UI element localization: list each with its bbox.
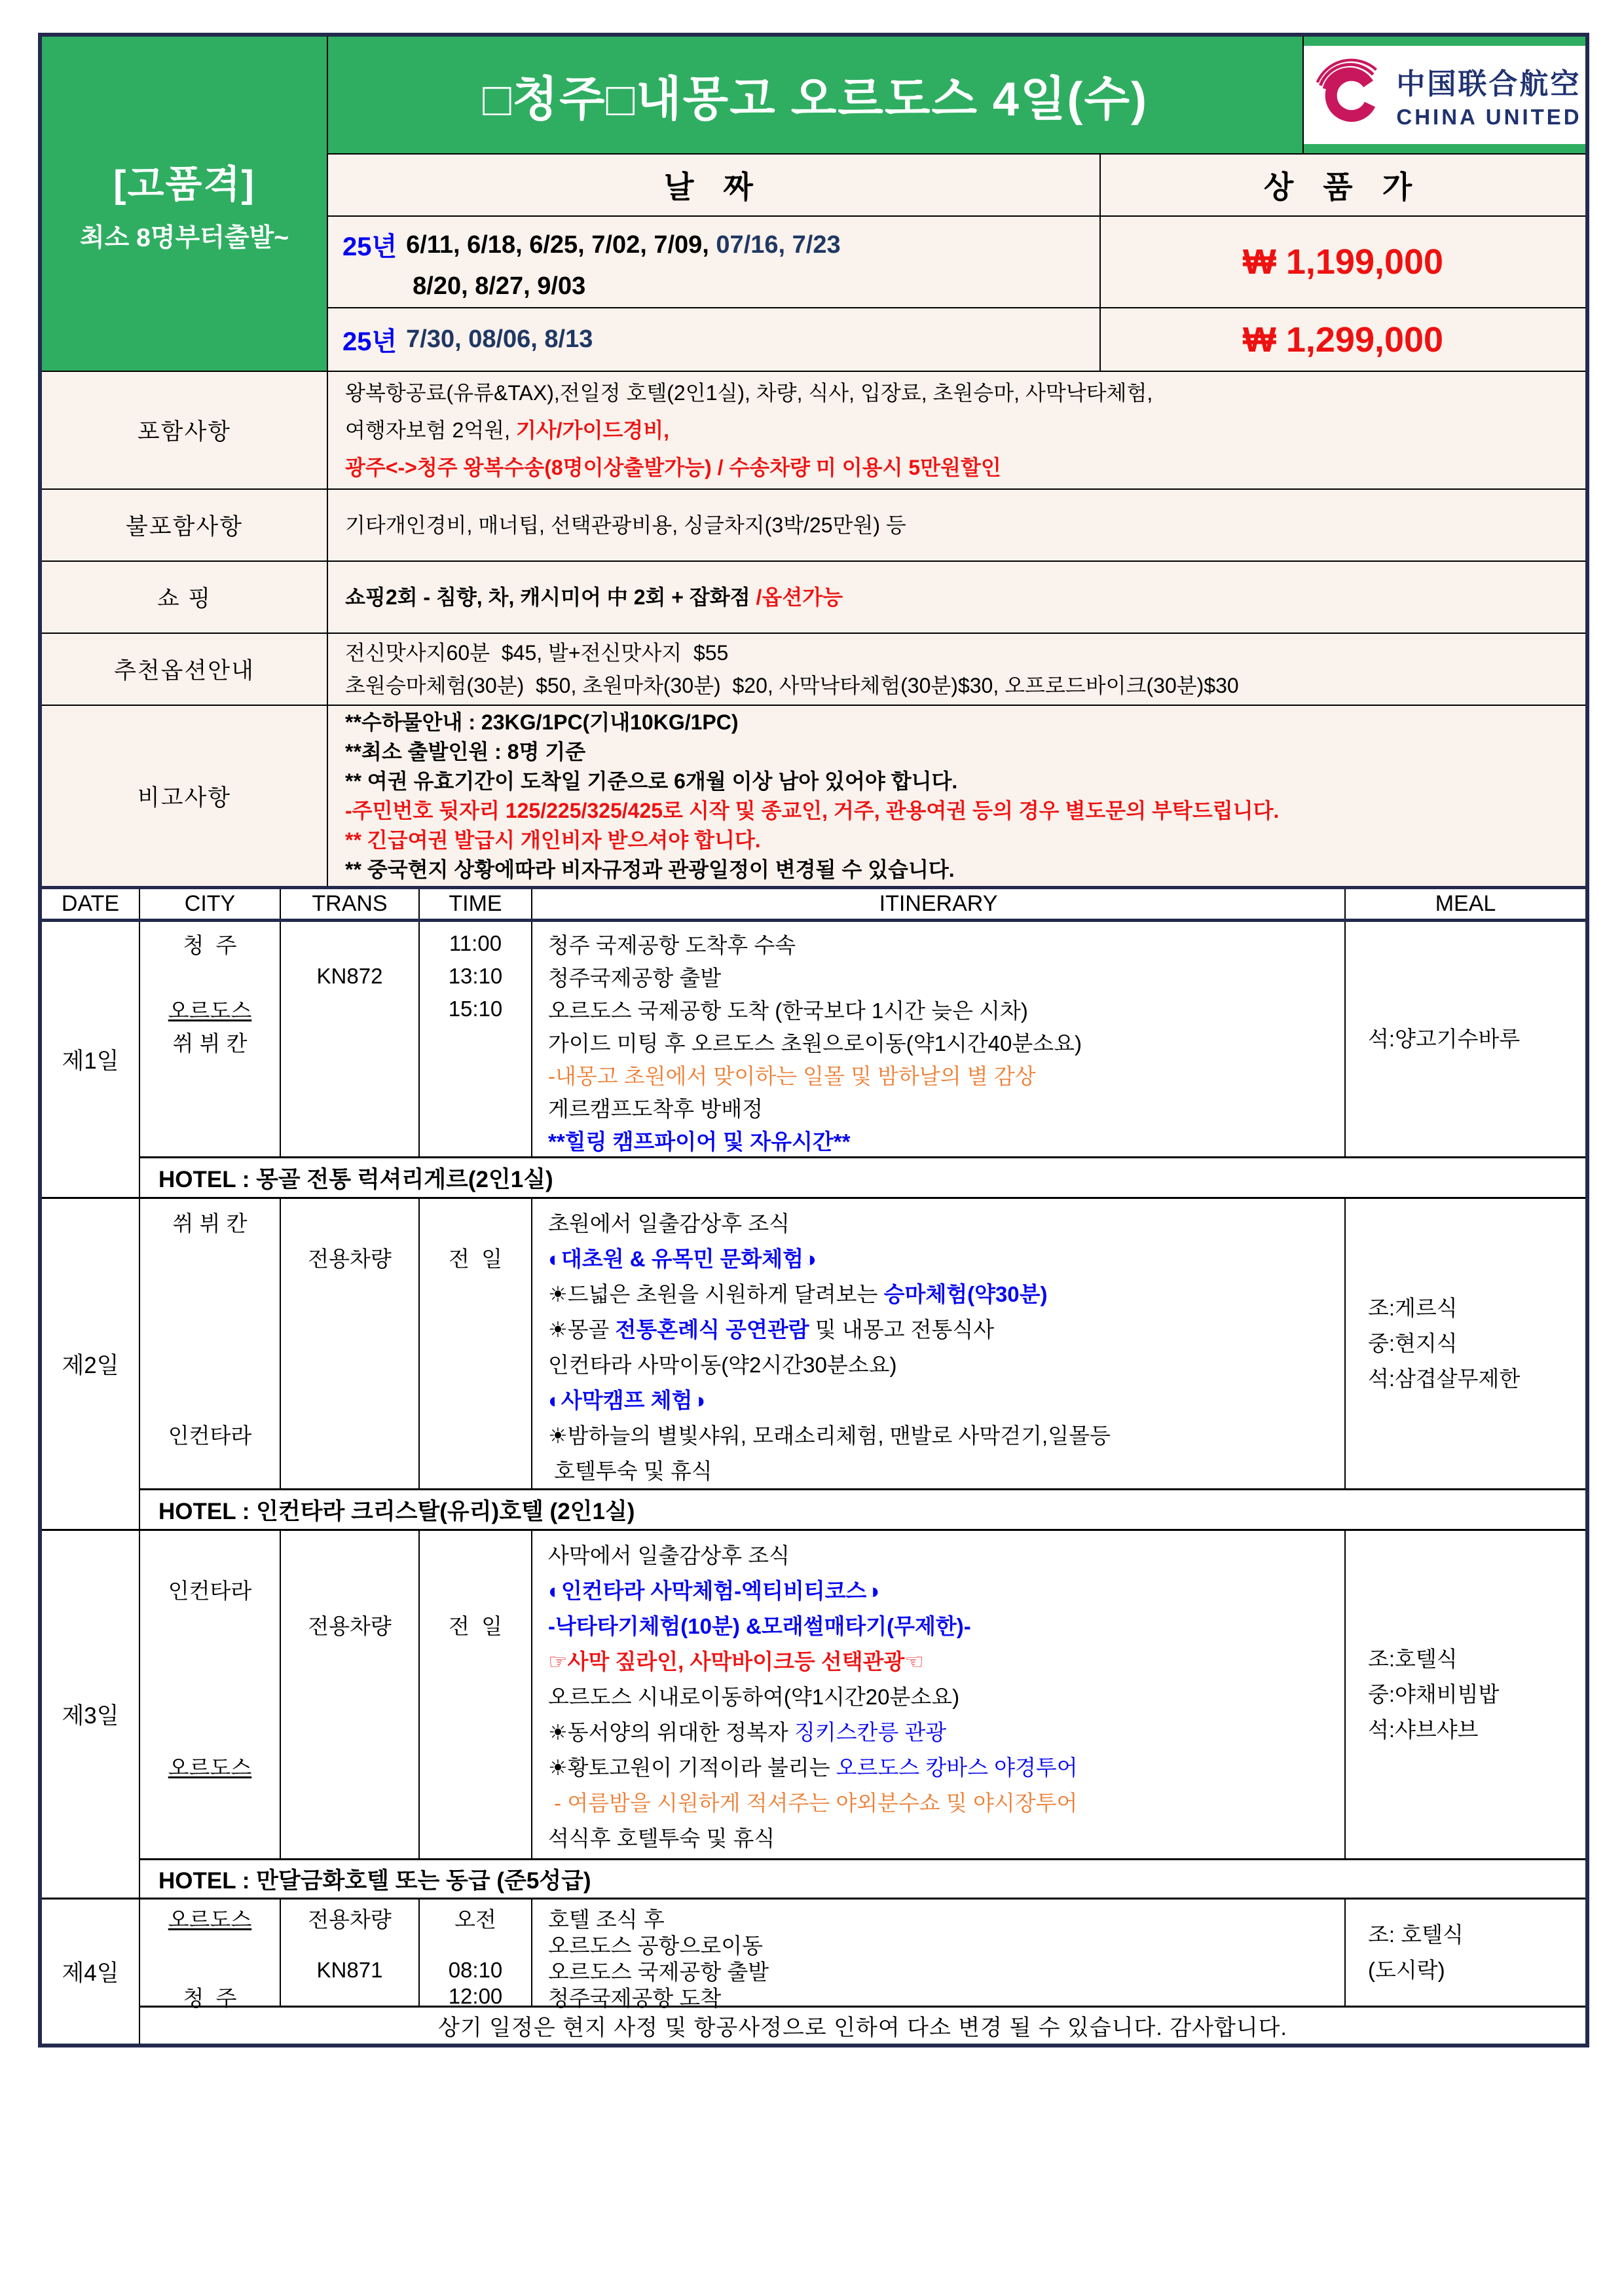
itinerary-line (548, 1239, 1344, 1275)
day-label: 제4일 (42, 1900, 140, 2044)
day-trans-entry: KN871 (316, 1958, 383, 1982)
airline-name-chinese: 中国联合航空 (1396, 67, 1581, 101)
dates-navy: 7/30, 08/06, 8/13 (406, 325, 593, 353)
itinerary-line (548, 1025, 1344, 1058)
year-badge: 25년 (342, 327, 397, 356)
text-segment: 호텔투숙 및 휴식 (548, 1458, 712, 1483)
text-segment: ☞사막 짚라인, 사막바이크등 선택관광☜ (548, 1649, 925, 1674)
text-segment: ☀황토고원이 기적이라 불리는 (548, 1755, 836, 1780)
price-column-header: 상 품 가 (1101, 155, 1585, 217)
text-segment: 게르캠프도착후 방배정 (548, 1096, 763, 1121)
info-content (328, 634, 1585, 705)
text-segment: 오르도스 국제공항 도착 (한국보다 1시간 늦은 시차) (548, 998, 1028, 1023)
text-segment: 인컨타라 사막이동(약2시간30분소요) (548, 1352, 897, 1377)
itinerary-line (548, 1204, 1344, 1239)
itinerary-line (548, 1957, 1344, 1983)
header-section (42, 37, 1585, 372)
text-segment: 승마체험(약30분) (883, 1281, 1048, 1306)
itinerary-line (548, 927, 1344, 960)
day-label: 제3일 (42, 1531, 140, 1898)
info-line (345, 636, 1585, 669)
info-label: 쇼 핑 (42, 562, 328, 633)
text-segment: /옵션가능 (756, 585, 843, 609)
info-label: 포함사항 (42, 372, 328, 488)
column-header: ITINERARY (532, 889, 1346, 919)
day-city-entry: 인컨타라 (168, 1423, 252, 1448)
text-segment: 기사/가이드경비, (515, 418, 670, 442)
day-city-entry: 오르도스 (168, 1907, 252, 1932)
hotel-row: HOTEL : 인컨타라 크리스탈(유리)호텔 (2인1실) (140, 1488, 1585, 1529)
year-badge: 25년 (342, 232, 397, 261)
info-section (42, 372, 1585, 886)
info-line (345, 581, 1585, 613)
meal-line: 중:야채비빔밥 (1368, 1682, 1500, 1706)
column-header: TIME (420, 889, 532, 919)
text-segment: 청주 국제공항 도착후 수속 (548, 932, 796, 957)
dates-line-2: 8/20, 8/27, 9/03 (413, 272, 586, 300)
text-segment: ◐대초원 & 유목민 문화체험◑ (548, 1246, 817, 1271)
text-segment: -낙타타기체험(10분) &모래썰매타기(무제한)- (548, 1613, 971, 1638)
text-segment: 오르도스 공항으로이동 (548, 1933, 763, 1958)
info-line (345, 767, 1585, 796)
day-meal (1346, 1531, 1585, 1858)
text-segment: 쇼핑2회 - 침향, 차, 캐시미어 中 2회 + 잡화점 (345, 585, 756, 609)
text-segment: 전신맛사지60분 $45, 발+전신맛사지 $55 (345, 641, 729, 665)
day-trans (281, 1199, 420, 1488)
text-segment: 사막에서 일출감상후 조식 (548, 1543, 790, 1568)
text-segment: ** 긴급여권 발급시 개인비자 받으셔야 합니다. (345, 828, 761, 852)
day-time (420, 1199, 532, 1488)
text-segment: 광주<->청주 왕복수송(8명이상출발가능) / 수송차량 미 이용시 5만원할인 (345, 455, 1001, 479)
meal-line: 조:호텔식 (1368, 1647, 1458, 1671)
info-content (328, 490, 1585, 560)
day-label: 제2일 (42, 1199, 140, 1529)
text-segment: 호텔 조식 후 (548, 1907, 665, 1932)
info-row (42, 634, 1585, 706)
premium-badge-subtitle: 최소 8명부터출발~ (79, 224, 289, 252)
day-time-entry: 오전 (454, 1907, 496, 1932)
text-segment: 오르도스 시내로이동하여(약1시간20분소요) (548, 1684, 960, 1709)
day-city (140, 1900, 281, 2010)
text-segment: 및 내몽고 전통식사 (809, 1317, 995, 1342)
day-trans (281, 1531, 420, 1858)
info-label: 비고사항 (42, 706, 328, 886)
day-city (140, 1531, 281, 1858)
itinerary-line (548, 1819, 1344, 1854)
day-city (140, 922, 281, 1156)
text-segment: ** 여권 유효기간이 도착일 기준으로 6개월 이상 남아 있어야 합니다. (345, 769, 958, 793)
meal-line: 석:삼겹살무제한 (1368, 1367, 1521, 1391)
info-line (345, 669, 1585, 702)
dates-black: 6/11, 6/18, 6/25, 7/02, 7/09, (406, 231, 716, 259)
day-time (420, 922, 532, 1156)
day-city-entry: 쒸 뷔 칸 (172, 1211, 248, 1236)
meal-line: 조: 호텔식 (1368, 1922, 1464, 1947)
schedule-footer: 상기 일정은 현지 사정 및 항공사정으로 인하여 다소 변경 될 수 있습니다. 감사합니다. (140, 2006, 1585, 2044)
meal-line: 중:현지식 (1368, 1331, 1458, 1355)
meal-line: 석:양고기수바루 (1368, 1027, 1521, 1051)
text-segment: 기타개인경비, 매너팁, 선택관광비용, 싱글차지(3박/25만원) 등 (345, 513, 906, 537)
info-row (42, 706, 1585, 886)
info-label: 추천옵션안내 (42, 634, 328, 705)
day-trans-entry: 전용차량 (308, 1246, 392, 1271)
departure-dates-row-2 (328, 308, 1101, 371)
text-segment: 가이드 미팅 후 오르도스 초원으로이동(약1시간40분소요) (548, 1031, 1082, 1056)
premium-badge-title: [고품격] (113, 163, 255, 206)
itinerary-line (548, 1124, 1344, 1156)
text-segment: - 여름밤을 시원하게 적셔주는 야외분수쇼 및 야시장투어 (548, 1790, 1078, 1815)
hotel-row: HOTEL : 몽골 전통 럭셔리게르(2인1실) (140, 1156, 1585, 1197)
text-segment: 전통혼례식 공연관람 (615, 1317, 809, 1342)
day-itinerary (532, 1531, 1346, 1858)
text-segment: ☀동서양의 위대한 정복자 (548, 1719, 794, 1744)
day-time-entry: 13:10 (448, 964, 503, 988)
price-value-2: ₩ 1,299,000 (1242, 320, 1444, 359)
dates-line-1 (406, 231, 840, 259)
text-segment: 징키스칸릉 관광 (794, 1719, 947, 1744)
text-segment: **수하물안내 : 23KG/1PC(기내10KG/1PC) (345, 710, 739, 734)
day-itinerary (532, 1900, 1346, 2010)
info-content (328, 706, 1585, 886)
itinerary-line (548, 1275, 1344, 1310)
day-city (140, 1199, 281, 1488)
text-segment: 청주국제공항 출발 (548, 965, 722, 990)
text-segment: 청주국제공항 도착 (548, 1985, 722, 2010)
day-time-entry: 전 일 (448, 1246, 503, 1271)
day-time (420, 1900, 532, 2006)
column-header: CITY (140, 889, 281, 919)
text-segment: **힐링 캠프파이어 및 자유시간** (548, 1129, 851, 1154)
airline-logo-cell (1302, 37, 1585, 155)
text-segment: ** 중국현지 상황에따라 비자규정과 관광일정이 변경될 수 있습니다. (345, 857, 955, 881)
day-block (42, 1199, 1585, 1531)
info-line (345, 855, 1585, 885)
text-segment: -내몽고 초원에서 맞이하는 일몰 및 밤하날의 별 감상 (548, 1063, 1036, 1088)
text-segment: ◐사막캠프 체험◑ (548, 1387, 706, 1412)
itinerary-line (548, 1784, 1344, 1819)
column-header: MEAL (1435, 891, 1496, 916)
day-block (42, 1531, 1585, 1900)
info-line (345, 737, 1585, 767)
column-header: DATE (42, 889, 140, 919)
price-value-1: ₩ 1,199,000 (1101, 217, 1585, 308)
meal-line: (도시락) (1368, 1958, 1445, 1982)
itinerary-line (548, 1091, 1344, 1124)
text-segment: ☀드넓은 초원을 시원하게 달려보는 (548, 1281, 884, 1306)
info-line (345, 796, 1585, 826)
text-segment: 초원에서 일출감상후 조식 (548, 1211, 790, 1236)
text-segment: -주민번호 뒷자리 125/225/325/425로 시작 및 종교인, 거주, 관용여권 등의 경우 별도문의 부탁드립니다. (345, 798, 1280, 822)
day-trans-entry: KN872 (316, 964, 383, 988)
day-city-entry: 오르도스 (168, 998, 252, 1023)
info-line (345, 375, 1585, 412)
itinerary-line (548, 1642, 1344, 1678)
info-line (345, 509, 1585, 541)
itinerary-line (548, 1748, 1344, 1784)
premium-badge (42, 37, 328, 371)
itinerary-line (548, 1713, 1344, 1748)
day-trans-entry: 전용차량 (308, 1613, 392, 1638)
text-segment: 오르도스 국제공항 출발 (548, 1959, 769, 1984)
itinerary-line (548, 1310, 1344, 1346)
info-line (345, 708, 1585, 737)
itinerary-line (548, 1931, 1344, 1957)
day-time-entry: 15:10 (448, 997, 503, 1021)
day-meal (1346, 922, 1585, 1156)
hotel-row: HOTEL : 만달금화호텔 또는 동급 (준5성급) (140, 1858, 1585, 1898)
text-segment: 왕복항공료(유류&TAX),전일정 호텔(2인1실), 차량, 식사, 입장료, 초원승마, 사막낙타체험, (345, 380, 1153, 405)
info-line (345, 449, 1585, 487)
text-segment: 여행자보험 2억원, (345, 418, 516, 442)
product-title: □청주□내몽고 오르도스 4일(수) (328, 37, 1302, 155)
column-header: TRANS (281, 889, 420, 919)
day-city-entry: 인컨타라 (168, 1578, 252, 1603)
day-block (42, 1900, 1585, 2044)
airline-swirl-icon (1307, 56, 1386, 134)
itinerary-line (548, 960, 1344, 993)
meal-line: 석:샤브샤브 (1368, 1717, 1479, 1742)
day-city-entry: 오르도스 (168, 1755, 252, 1780)
info-row (42, 372, 1585, 490)
info-row (42, 562, 1585, 634)
day-trans (281, 922, 420, 1156)
day-label: 제1일 (42, 922, 140, 1197)
day-block (42, 922, 1585, 1199)
itinerary-line (548, 1058, 1344, 1091)
airline-logo (1304, 46, 1585, 144)
departure-dates-row-1 (328, 217, 1101, 308)
info-label: 불포함사항 (42, 490, 328, 560)
info-content (328, 372, 1585, 488)
day-trans (281, 1900, 420, 2006)
info-line (345, 412, 1585, 449)
text-segment: ◐인컨타라 사막체험-엑티비티코스◑ (548, 1578, 880, 1603)
itinerary-line (548, 1452, 1344, 1487)
departure-dates (406, 223, 840, 301)
info-row (42, 490, 1585, 562)
itinerary-line (548, 1416, 1344, 1452)
itinerary-line (548, 993, 1344, 1025)
text-segment: 석식후 호텔투숙 및 휴식 (548, 1826, 775, 1850)
day-city-entry: 청 주 (183, 932, 237, 957)
day-city-entry: 청 주 (183, 1985, 237, 2010)
airline-name (1396, 60, 1581, 130)
text-segment: 오르도스 캉바스 야경투어 (836, 1755, 1078, 1780)
day-city-entry: 쒸 뷔 칸 (172, 1031, 248, 1056)
day-meal (1346, 1199, 1585, 1488)
info-content (328, 562, 1585, 633)
day-time (420, 1531, 532, 1858)
text-segment: ☀밤하늘의 별빛샤워, 모래소리체험, 맨발로 사막걷기,일몰등 (548, 1423, 1111, 1448)
day-itinerary (532, 922, 1346, 1156)
itinerary-line (548, 1346, 1344, 1381)
itinerary-line (548, 1571, 1344, 1607)
text-segment: ☀몽골 (548, 1317, 616, 1342)
itinerary-line (548, 1678, 1344, 1713)
date-column-header: 날 짜 (328, 155, 1101, 217)
schedule-header-row (42, 889, 1585, 922)
meal-line: 조:게르식 (1368, 1296, 1458, 1320)
itinerary-line (548, 1536, 1344, 1571)
text-segment: **최소 출발인원 : 8명 기준 (345, 739, 586, 763)
itinerary-line (548, 1905, 1344, 1931)
day-time-entry: 전 일 (448, 1613, 503, 1638)
day-itinerary (532, 1199, 1346, 1488)
info-line (345, 826, 1585, 855)
text-segment: 초원승마체험(30분) $50, 초원마차(30분) $20, 사막낙타체험(30분)$30, 오프로드바이크(30분)$30 (345, 674, 1239, 697)
day-time-entry: 11:00 (449, 931, 502, 955)
day-time-entry: 08:10 (448, 1958, 503, 1982)
travel-flyer-document (38, 33, 1589, 2047)
day-trans-entry: 전용차량 (308, 1907, 392, 1932)
day-time-entry: 12:00 (448, 1984, 503, 2008)
dates-navy: 07/16, 7/23 (716, 231, 841, 259)
schedule-section (42, 886, 1585, 2044)
itinerary-line (548, 1381, 1344, 1416)
airline-name-english: CHINA UNITED (1396, 105, 1582, 129)
itinerary-line (548, 1607, 1344, 1642)
day-meal (1346, 1900, 1585, 2006)
